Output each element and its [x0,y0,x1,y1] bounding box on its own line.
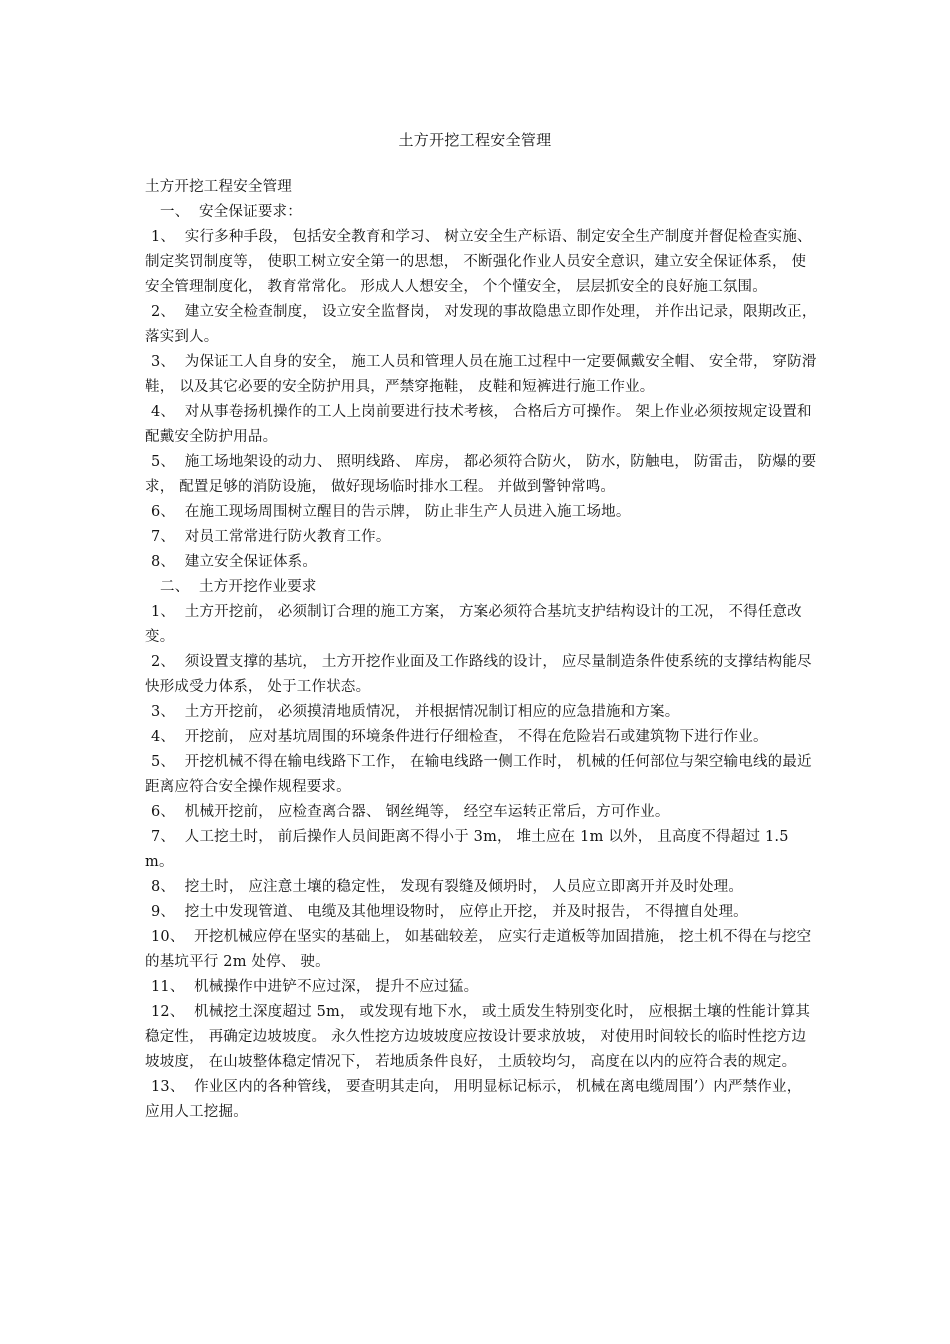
paragraph: 7、 人工挖土时， 前后操作人员间距离不得小于 3m， 堆土应在 1m 以外， 且高度不得超过 1.5m。 [145,829,789,870]
paragraph: 10、 开挖机械应停在坚实的基础上， 如基础较差， 应实行走道板等加固措施， 挖土机不得在与挖空的基坑平行 2m 处停、 驶。 [145,929,812,970]
paragraph: 8、 挖土时， 应注意土壤的稳定性， 发现有裂缝及倾坍时， 人员应立即离开并及时处理。 [151,879,744,895]
paragraph: 1、 实行多种手段， 包括安全教育和学习、 树立安全生产标语、制定安全生产制度并督促检查实施、 制定奖罚制度等， 使职工树立安全第一的思想， 不断强化作业人员安全意识，建立安全保证体系， 使安全管理制度化， 教育常常化。 形成人人想安全， 个个懂安全， 层层抓安全的良好施工氛围。 [145,229,817,295]
paragraph: 5、 开挖机械不得在输电线路下工作， 在输电线路一侧工作时， 机械的任何部位与架空输电线的最近距离应符合安全操作规程要求。 [145,754,812,795]
section-heading-safety-requirements: 一、 安全保证要求： [160,204,302,220]
section-heading-excavation-requirements: 二、 土方开挖作业要求 [160,579,317,595]
paragraph: 6、 机械开挖前， 应检查离合器、 钢丝绳等， 经空车运转正常后，方可作业。 [151,804,670,820]
paragraph: 3、 土方开挖前， 必须摸清地质情况， 并根据情况制订相应的应急措施和方案。 [151,704,680,720]
paragraph: 7、 对员工常常进行防火教育工作。 [151,529,391,545]
paragraph: 6、 在施工现场周围树立醒目的告示牌， 防止非生产人员进入施工场地。 [151,504,631,520]
document-body [145,175,822,1125]
document-heading: 土方开挖工程安全管理 [145,179,292,195]
paragraph: 8、 建立安全保证体系。 [151,554,318,570]
paragraph: 1、 土方开挖前， 必须制订合理的施工方案， 方案必须符合基坑支护结构设计的工况， 不得任意改变。 [145,604,802,645]
paragraph: 2、 须设置支撑的基坑， 土方开挖作业面及工作路线的设计， 应尽量制造条件使系统的支撑结构能尽快形成受力体系， 处于工作状态。 [145,654,812,695]
paragraph: 2、 建立安全检查制度， 设立安全监督岗， 对发现的事故隐患立即作处理， 并作出记录，限期改正， 落实到人。 [145,304,822,345]
document-title: 土方开挖工程安全管理 [398,131,552,149]
paragraph: 13、 作业区内的各种管线， 要查明其走向， 用明显标记标示， 机械在离电缆周围’）内严禁作业， 应用人工挖掘。 [145,1079,807,1120]
paragraph: 11、 机械操作中进铲不应过深， 提升不应过猛。 [151,979,479,995]
paragraph: 12、 机械挖土深度超过 5m， 或发现有地下水， 或土质发生特别变化时， 应根据土壤的性能计算其稳定性， 再确定边坡坡度。 永久性挖方边坡坡度应按设计要求放坡， 对使用时间较长的临时性挖方边坡坡度， 在山坡整体稳定情况下， 若地质条件良好， 土质较均匀， 高度在以内的应符合表的规定。 [145,1004,811,1070]
paragraph: 4、 对从事卷扬机操作的工人上岗前要进行技术考核， 合格后方可操作。 架上作业必须按规定设置和配戴安全防护用品。 [145,404,812,445]
paragraph: 3、 为保证工人自身的安全， 施工人员和管理人员在施工过程中一定要佩戴安全帽、 安全带， 穿防滑鞋， 以及其它必要的安全防护用具，严禁穿拖鞋， 皮鞋和短裤进行施工作业。 [145,354,817,395]
paragraph: 4、 开挖前， 应对基坑周围的环境条件进行仔细检查， 不得在危险岩石或建筑物下进行作业。 [151,729,768,745]
paragraph: 5、 施工场地架设的动力、 照明线路、 库房， 都必须符合防火， 防水，防触电， 防雷击， 防爆的要求， 配置足够的消防设施， 做好现场临时排水工程。 并做到警钟常鸣。 [145,454,817,495]
paragraph: 9、 挖土中发现管道、 电缆及其他埋设物时， 应停止开挖， 并及时报告， 不得擅自处理。 [151,904,748,920]
